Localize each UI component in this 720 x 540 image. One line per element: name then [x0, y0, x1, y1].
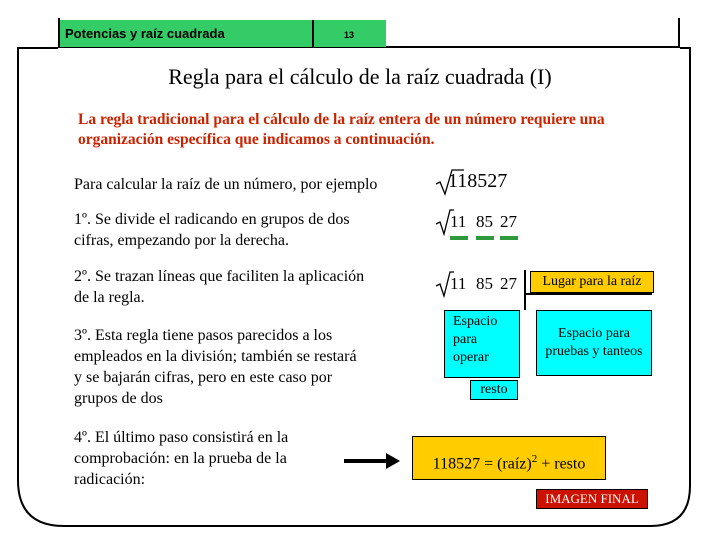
group-1: 11 — [450, 274, 467, 293]
group-1: 11 — [450, 212, 467, 231]
group-2: 85 — [476, 212, 493, 231]
section-title-bar — [60, 20, 312, 47]
step-3-text: 3º. Esta regla tiene pasos parecidos a los empleados en la división; también se restará y se bajarán cifras, pero en este caso por grupos de dos — [74, 327, 357, 407]
group-underline — [450, 236, 468, 240]
arrow-right-icon — [386, 453, 400, 469]
final-image-button[interactable]: IMAGEN FINAL — [536, 489, 648, 509]
example-text: Para calcular la raíz de un número, por ejemplo — [74, 176, 378, 193]
formula-rhs: + resto — [537, 455, 586, 473]
root-place-label: Lugar para la raíz — [530, 271, 654, 293]
page-number: 13 — [344, 30, 355, 40]
arrow-line — [344, 459, 388, 463]
operate-space-label: Espacio para operar — [444, 310, 520, 378]
section-title: Potencias y raíz cuadrada — [65, 26, 225, 41]
step-1-text: 1º. Se divide el radicando en grupos de dos cifras, empezando por la derecha. — [74, 211, 350, 249]
example-number: 118527 — [448, 170, 508, 192]
step-4-text: 4º. El último paso consistirá en la comprobación: en la prueba de la radicación: — [74, 429, 289, 488]
rest-label: resto — [470, 380, 518, 400]
formula-lhs: 118527 = (raíz) — [432, 455, 532, 473]
radical-step-2 — [434, 270, 534, 300]
radical-step-1 — [434, 208, 534, 242]
step-2-text: 2º. Se trazan líneas que faciliten la aplicación de la regla. — [74, 268, 365, 306]
horizontal-divider — [524, 293, 652, 295]
intro-text: La regla tradicional para el cálculo de la raíz entera de un número requiere una organización específica que indicamos a continuación. — [78, 111, 605, 148]
group-underline — [500, 236, 518, 240]
page-title: Regla para el cálculo de la raíz cuadrada (I) — [168, 64, 552, 89]
tests-space-label: Espacio para pruebas y tanteos — [536, 310, 652, 376]
page-number-bar — [312, 20, 386, 47]
group-underline — [476, 236, 494, 240]
vertical-divider — [524, 270, 526, 310]
check-formula — [412, 436, 606, 480]
formula-exponent: 2 — [531, 453, 538, 465]
group-3: 27 — [500, 212, 517, 231]
group-2: 85 — [476, 274, 493, 293]
group-3: 27 — [500, 274, 517, 293]
